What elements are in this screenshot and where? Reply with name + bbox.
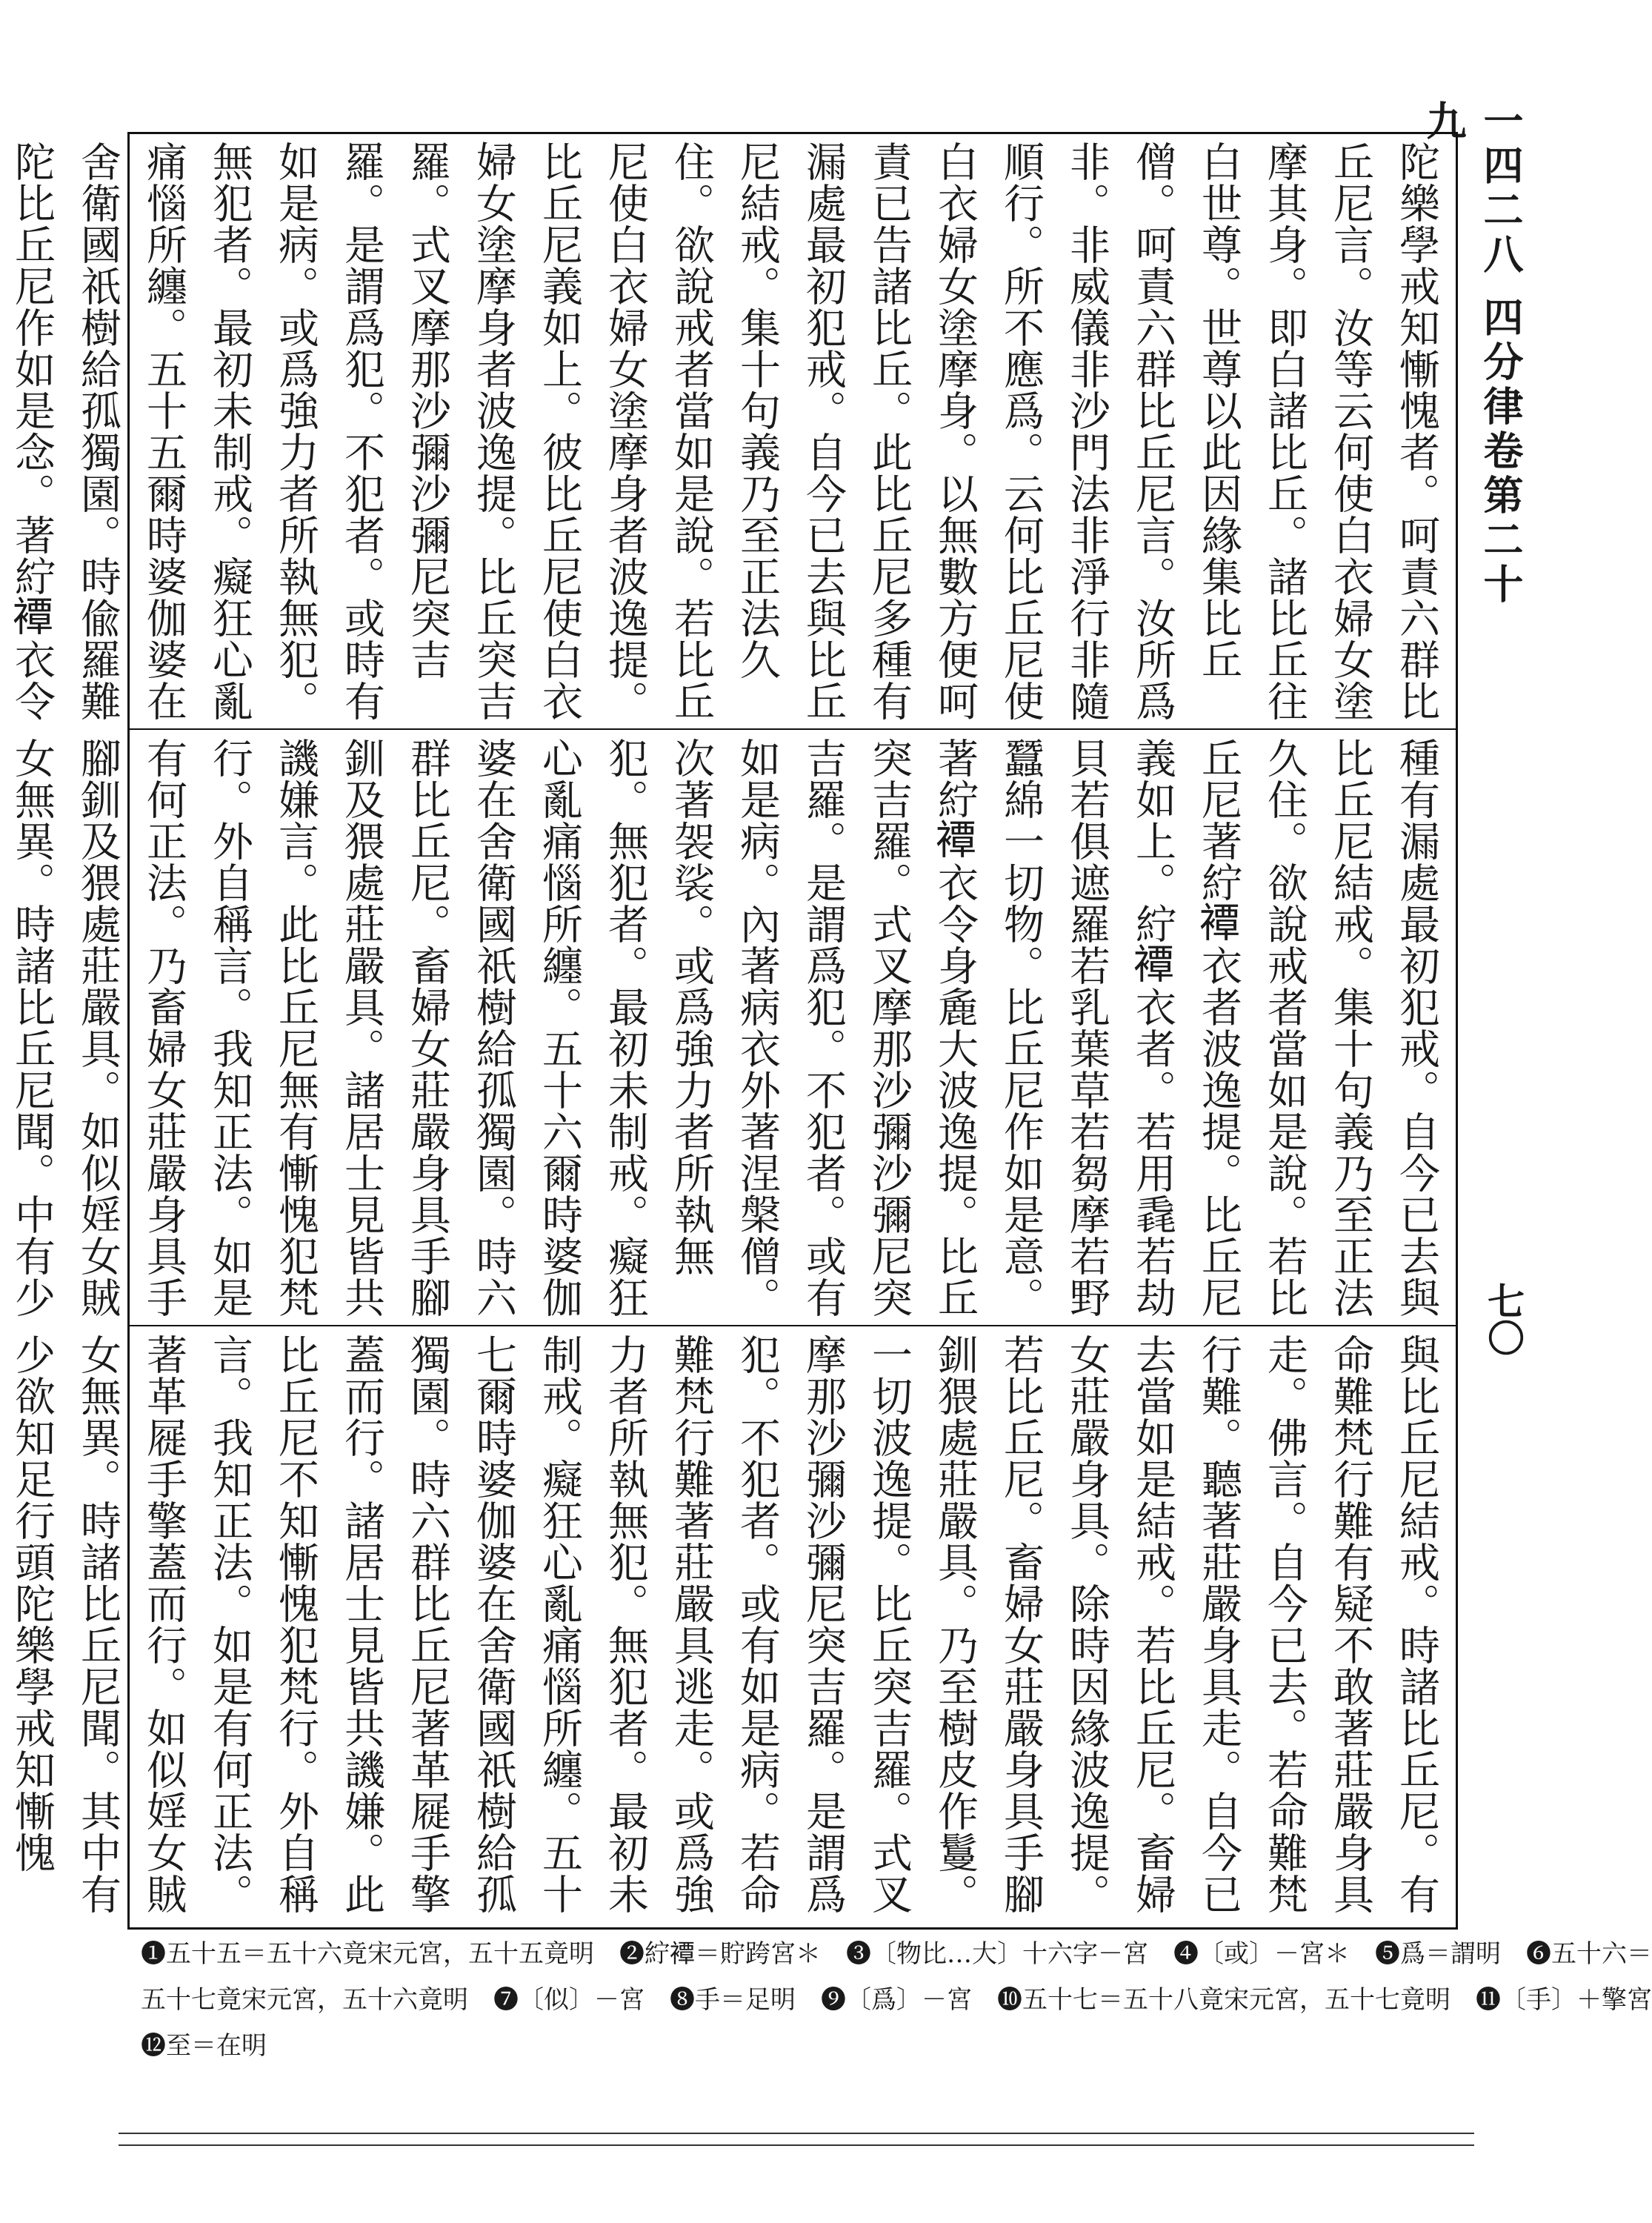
text-band-bottom <box>8 1334 1449 1919</box>
bottom-rule <box>119 2144 1474 2146</box>
vertical-text: 與比丘尼結戒。時諸比丘尼。有命難梵行難有疑不敢著莊嚴身具走。佛言。自今已去。若命難梵行難。聽著莊嚴身具走。自今已去當如是結戒。若比丘尼。畜婦女莊嚴身具。除時因緣波逸提。若比丘尼。畜婦女莊嚴身具手腳釧猥處莊嚴具。乃至樹皮作鬘。一切波逸提。比丘突吉羅。式叉摩那沙彌沙彌尼突吉羅。是謂爲犯。不犯者。或有如是病。若命難梵行難著莊嚴具逃走。或爲強力者所執無犯。無犯者。最初未制戒。癡狂心亂痛惱所纏。五十七爾時婆伽婆在舍衛國祇樹給孤獨園。時六群比丘尼著革屣手擎蓋而行。諸居士見皆共譏嫌。此比丘尼不知慚愧犯梵行。外自稱言。我知正法。如是有何正法。著革屣手擎蓋而行。如似婬女賊女無異。時諸比丘尼聞。其中有少欲知足行頭陀樂學戒知慚愧 <box>8 1334 1440 1915</box>
folio-number: 七〇 <box>1482 1282 1525 1356</box>
vertical-text: 陀樂學戒知慚愧者。呵責六群比丘尼言。汝等云何使白衣婦女塗摩其身。即白諸比丘。諸比丘往白世尊。世尊以此因緣集比丘僧。呵責六群比丘尼言。汝所爲非。非威儀非沙門法非淨行非隨順行。所不應爲。云何比丘尼使白衣婦女塗摩身。以無數方便呵責已告諸比丘。此比丘尼多種有漏處最初犯戒。自今已去與比丘尼結戒。集十句義乃至正法久住。欲說戒者當如是說。若比丘尼使白衣婦女塗摩身者波逸提。比丘尼義如上。彼比丘尼使白衣婦女塗摩身者波逸提。比丘突吉羅。式叉摩那沙彌沙彌尼突吉羅。是謂爲犯。不犯者。或時有如是病。或爲強力者所執無犯。無犯者。最初未制戒。癡狂心亂痛惱所纏。五十五爾時婆伽婆在舍衛國祇樹給孤獨園。時偸羅難陀比丘尼作如是念。著紵𧝓衣令 <box>8 141 1440 722</box>
footnote-line: 五十七竟宋元宮，五十六竟明 ❼〔似〕－宮 ❽手＝足明 ❾〔爲〕－宮 ❿五十七＝五十八竟宋元宮，五十七竟明 ⓫〔手〕＋擎宮 <box>141 1985 1652 2015</box>
vertical-text: 種有漏處最初犯戒。自今已去與比丘尼結戒。集十句義乃至正法久住。欲說戒者當如是說。若比丘尼著紵𧝓衣者波逸提。比丘尼義如上。紵𧝓衣者。若用毳若劫貝若俱遮羅若乳葉草若芻摩若野蠶綿一切物。比丘尼作如是意。著紵𧝓衣令身麁大波逸提。比丘突吉羅。式叉摩那沙彌沙彌尼突吉羅。是謂爲犯。不犯者。或有如是病。內著病衣外著涅槃僧。次著袈裟。或爲強力者所執無犯。無犯者。最初未制戒。癡狂心亂痛惱所纏。五十六爾時婆伽婆在舍衛國祇樹給孤獨園。時六群比丘尼。畜婦女莊嚴身具手腳釧及猥處莊嚴具。諸居士見皆共譏嫌言。此比丘尼無有慚愧犯梵行。外自稱言。我知正法。如是有何正法。乃畜婦女莊嚴身具手腳釧及猥處莊嚴具。如似婬女賊女無異。時諸比丘尼聞。中有少 <box>8 737 1440 1318</box>
bottom-rule <box>119 2133 1474 2134</box>
text-band-top <box>8 141 1449 722</box>
running-head: 一四二八 四分律卷第二十九 <box>1420 100 1525 608</box>
text-band-middle <box>8 737 1449 1319</box>
band-divider <box>127 1325 1458 1326</box>
band-divider <box>127 728 1458 730</box>
footnote-line: ⓬至＝在明 <box>141 2031 267 2061</box>
footnotes <box>141 1931 1652 2109</box>
footnote-line: ❶五十五＝五十六竟宋元宮，五十五竟明 ❷紵𧝓＝貯跨宮＊ ❸〔物比…大〕十六字－宮 ❹〔或〕－宮＊ ❺爲＝謂明 ❻五十六＝ <box>141 1939 1652 1969</box>
